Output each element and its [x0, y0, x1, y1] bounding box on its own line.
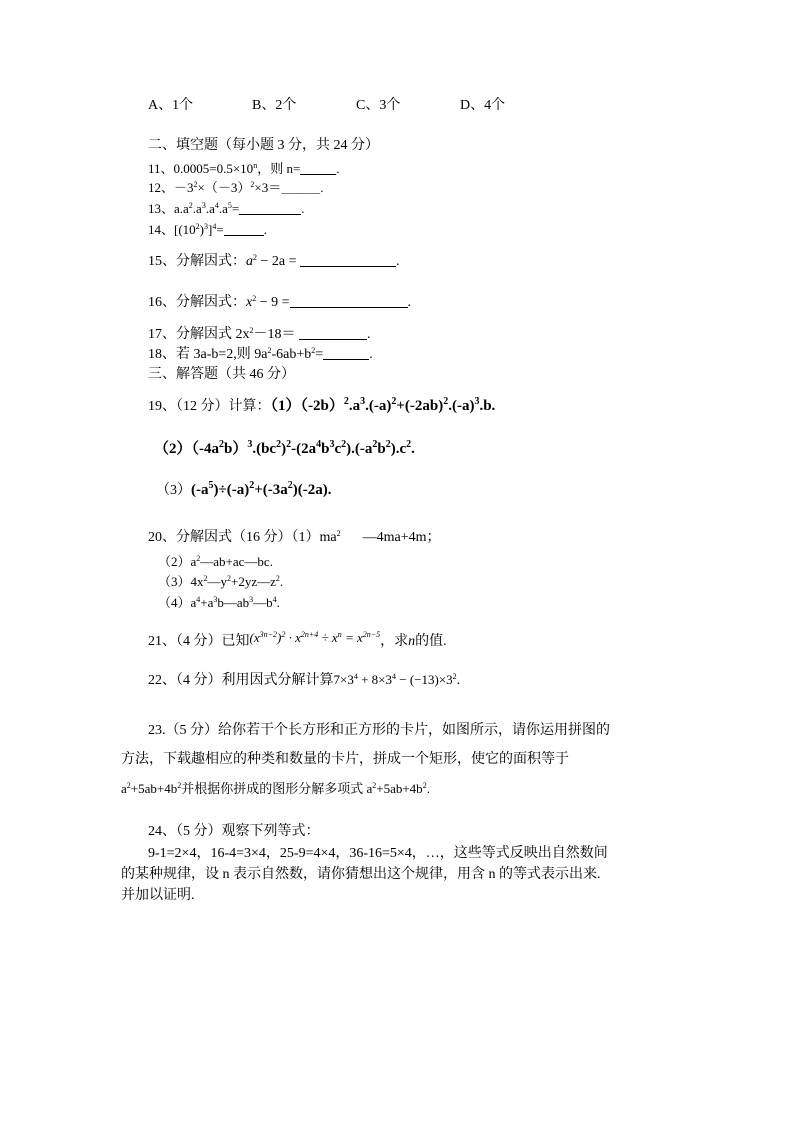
answer-blank[interactable] — [290, 294, 408, 308]
section-3-heading: 三、解答题（共 46 分） — [148, 367, 295, 382]
question-21-formula: $(x^{3n-2})^2 \cdot x^{2n+4} \div x^n = x^{2n-5}$ — [249, 630, 381, 645]
question-20-line-2: $(2)a^2—ab+ac—bc$. — [158, 554, 273, 569]
option-a: A、1个 — [148, 98, 194, 113]
section-2-heading: 二、填空题（每小题 3 分，共 24 分） — [148, 138, 379, 153]
question-16: 16、分解因式：$x^2 - 9$ = . — [148, 294, 412, 310]
answer-blank[interactable] — [299, 326, 367, 340]
question-23-line-2: 方法，下载趣相应的种类和数量的卡片，拼成一个矩形，使它的面积等于 — [121, 752, 569, 767]
question-18: 18、若 3a-b=2,则 $9a^2-6ab+b^2=$ . — [148, 346, 373, 362]
question-20-line-1: 20、分解因式（16 分）$(1)ma^2$ —4ma+4m； — [148, 529, 441, 545]
question-19-part-1: 19、（12 分）计算：$(1)(-2b)^2.a^3.(-a)^2+(-2ab)^2.(-a)^3.b$. — [148, 396, 496, 414]
option-d: D、4个 — [460, 98, 506, 113]
question-24-line-1: 24、（5 分）观察下列等式： — [148, 824, 320, 839]
question-11: 11、$0.0005=0.5\times 10^n$，则 n= . — [148, 161, 340, 176]
question-23-line-3: $a^2+5ab+4b^2$并根据你拼成的图形分解多项式 $a^2+5ab+4b^2$. — [121, 781, 430, 796]
question-20-line-3: $(3)4x^2—y^2+2yz—z^2$. — [158, 574, 284, 589]
question-24-line-4: 并加以证明. — [121, 888, 195, 903]
question-24-line-2: 9-1=2×4，16-4=3×4，25-9=4×4，36-16=5×4，…，这些等式反映出自然数间 — [148, 846, 608, 861]
answer-blank[interactable] — [300, 253, 396, 267]
question-23-line-1: 23.（5 分）给你若干个长方形和正方形的卡片，如图所示，请你运用拼图的 — [148, 723, 610, 738]
question-14: 14、$[(10^2)^3]^4=$ . — [148, 222, 267, 237]
question-17: 17、分解因式 $2x^2-18=$ . — [148, 326, 371, 342]
answer-blank[interactable] — [224, 222, 264, 236]
question-12: 12、$-3^2\times(-3)^2\times 3=\_\_\_$. — [148, 180, 324, 195]
question-24-line-3: 的某种规律，设 n 表示自然数，请你猜想出这个规律，用含 n 的等式表示出来. — [121, 867, 601, 882]
answer-options-row — [148, 97, 505, 115]
question-21: 21、（4 分）已知$(x^{3n-2})^2 \cdot x^{2n+4} \div x^n = x^{2n-5}$，求n的值. — [148, 630, 447, 649]
answer-blank[interactable] — [300, 161, 336, 175]
question-19-part-2: $(2)(-4a^2b)^3.(bc^2)^2-(2a^4b^3c^2).(-a^2b^2).c^2$. — [154, 439, 415, 457]
question-22-formula: $7\times 3^4 + 8\times 3^4 - (-13)\times 3^2$ — [333, 672, 457, 687]
option-c: C、3个 — [356, 98, 401, 113]
question-15: 15、分解因式：$a^2 - 2a$ = . — [148, 253, 400, 269]
question-22: 22、（4 分）利用因式分解计算$7\times 3^4 + 8\times 3^4 - (-13)\times 3^2$. — [148, 672, 461, 688]
question-19-part-3: $(3)(-a^5)\div(-a)^2+(-3a^2)(-2a)$. — [156, 480, 332, 498]
option-b: B、2个 — [252, 98, 297, 113]
answer-blank[interactable] — [323, 346, 369, 360]
answer-blank[interactable] — [239, 201, 301, 215]
question-13: 13、$a.a^2.a^3.a^4.a^5=$ . — [148, 201, 305, 216]
question-20-line-4: $(4)a^4+a^3b—ab^3—b^4$. — [158, 595, 280, 610]
